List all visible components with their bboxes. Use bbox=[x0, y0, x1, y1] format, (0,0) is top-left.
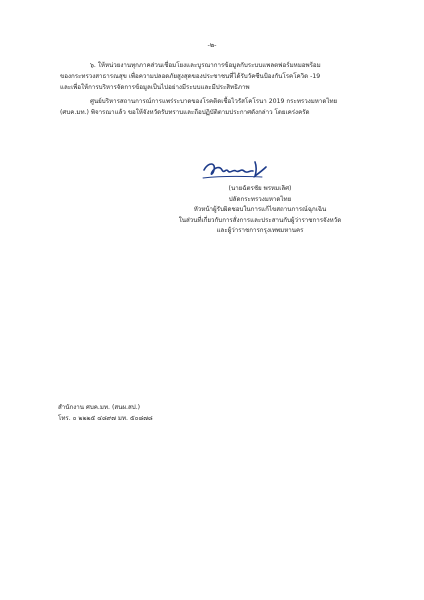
office-name: สำนักงาน ศบค.มท. (สนผ.สป.) bbox=[58, 404, 141, 411]
page-number: -๒- bbox=[207, 41, 217, 49]
paragraph-item-6 bbox=[60, 60, 378, 93]
signatory-name: (นายฉัตรชัย พรหมเลิศ) bbox=[228, 185, 292, 192]
signatory-position: ปลัดกระทรวงมหาดไทย bbox=[228, 195, 292, 203]
signatory-position: ในส่วนที่เกี่ยวกับการสั่งการและประสานกับผู้ว่าราชการจังหวัด bbox=[178, 216, 342, 224]
footer-contact bbox=[58, 402, 153, 424]
signatory-details bbox=[160, 184, 360, 237]
paragraph-line: และเพื่อให้การบริหารจัดการข้อมูลเป็นไปอย่างมีระบบและมีประสิทธิภาพ bbox=[60, 84, 250, 91]
paragraph-line: ของกระทรวงสาธารณสุข เพื่อความปลอดภัยสูงสุดของประชาชนที่ได้รับวัคซีนป้องกันโรคโควิด -19 bbox=[60, 73, 321, 80]
phone-number: โทร. ๐ ๒๒๒๕ ๔๘๙๗ มท. ๕๐๘๗๘ bbox=[58, 415, 153, 422]
signatory-position: หัวหน้าผู้รับผิดชอบในการแก้ไขสถานการณ์ฉุกเฉิน bbox=[193, 206, 327, 213]
signatory-position: และผู้ว่าราชการกรุงเทพมหานคร bbox=[216, 227, 304, 234]
paragraph-line: (ศบค.มท.) พิจารณาแล้ว ขอให้จังหวัดรับทราบและถือปฏิบัติตามประกาศดังกล่าว โดยเคร่งครัด bbox=[60, 109, 310, 116]
paragraph-line: ๖. ให้หน่วยงานทุกภาคส่วนเชื่อมโยงและบูรณาการข้อมูลกับระบบแพลตฟอร์มหมอพร้อม bbox=[90, 62, 321, 69]
handwritten-signature bbox=[200, 156, 270, 182]
paragraph-line: ศูนย์บริหารสถานการณ์การแพร่ระบาดของโรคติดเชื้อไวรัสโคโรนา 2019 กระทรวงมหาดไทย bbox=[90, 98, 338, 105]
paragraph-instruction bbox=[60, 96, 378, 118]
